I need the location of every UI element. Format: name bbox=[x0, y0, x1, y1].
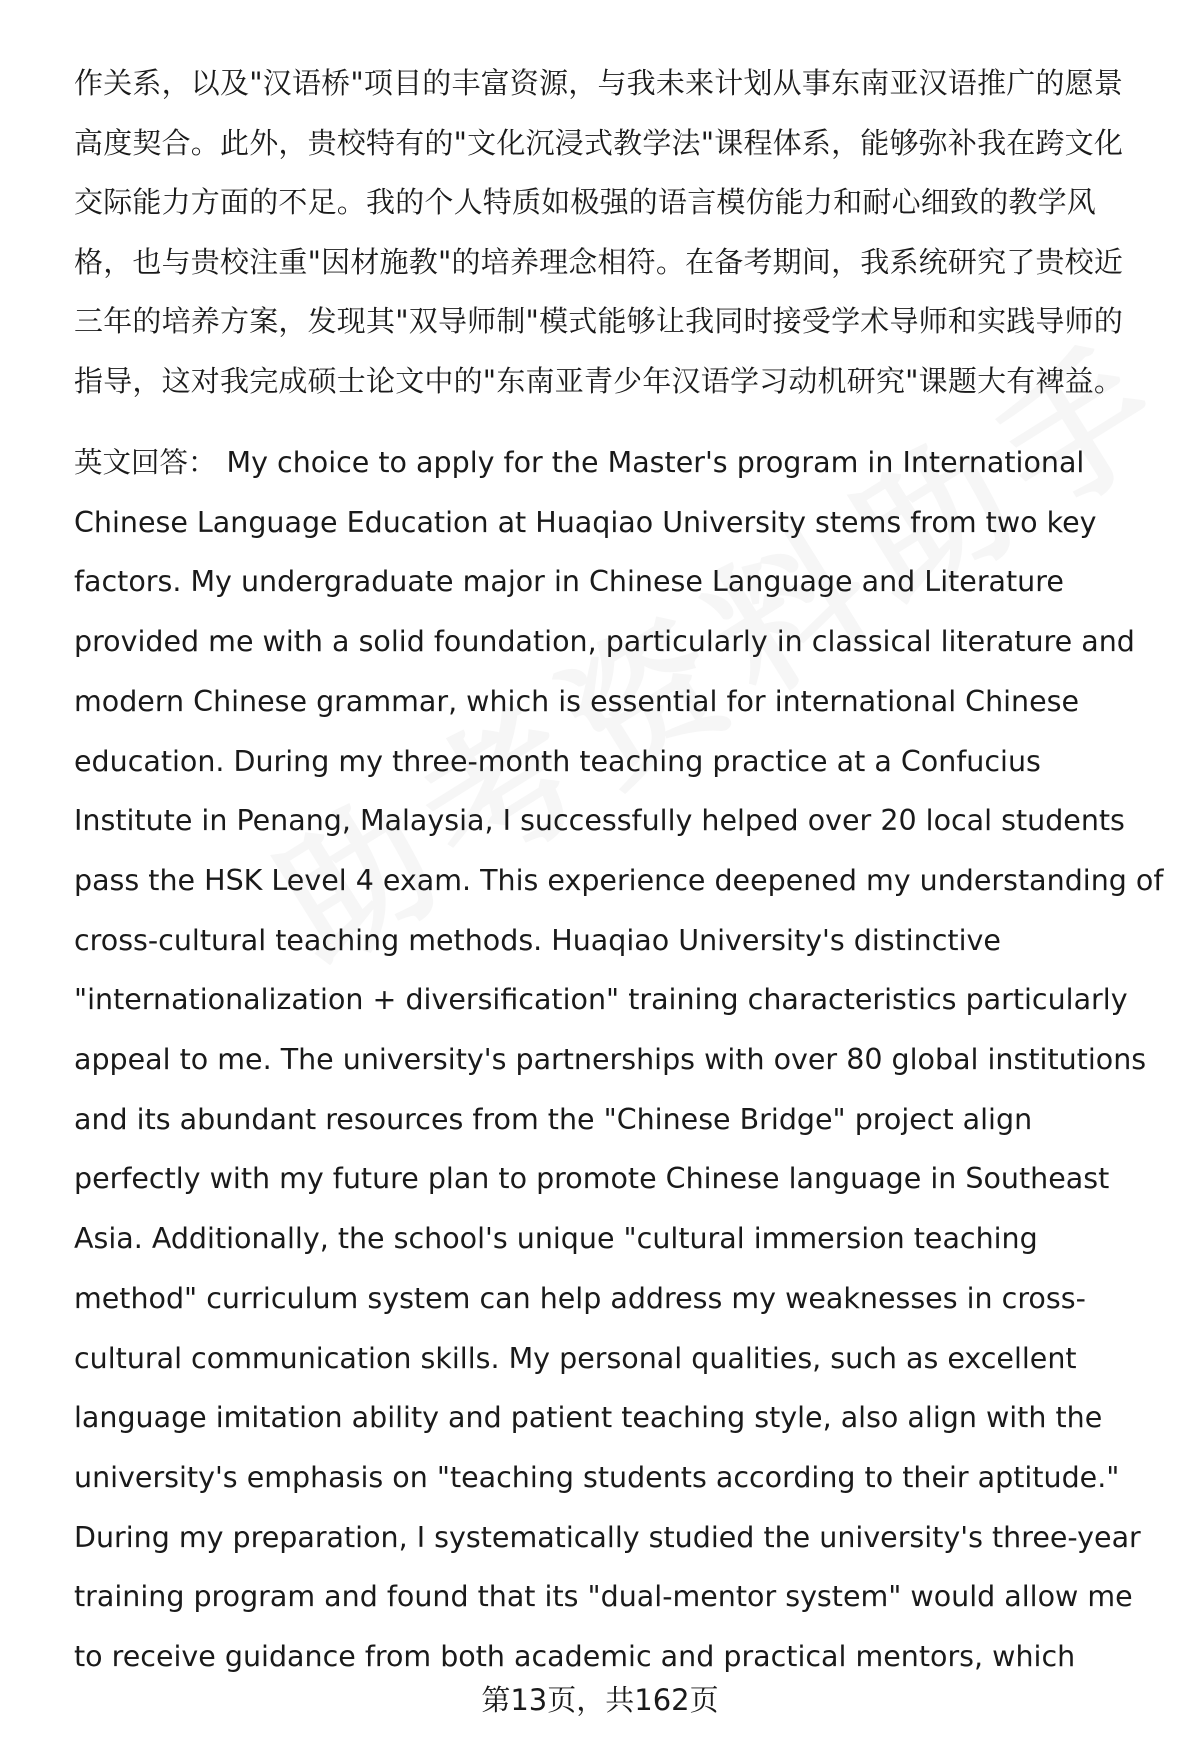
text-line: 交际能力方面的不足。我的个人特质如极强的语言模仿能力和耐心细致的教学风 bbox=[74, 185, 1097, 219]
text-line: 三年的培养方案，发现其"双导师制"模式能够让我同时接受学术导师和实践导师的 bbox=[74, 304, 1124, 338]
text-line-content: My choice to apply for the Master's program in International bbox=[226, 446, 1085, 479]
text-line: Chinese Language Education at Huaqiao University stems from two key bbox=[74, 505, 1097, 539]
page-content bbox=[74, 54, 1164, 1687]
text-line: cultural communication skills. My personal qualities, such as excellent bbox=[74, 1341, 1077, 1375]
chinese-answer-paragraph bbox=[74, 54, 1154, 411]
text-line: modern Chinese grammar, which is essential for international Chinese bbox=[74, 684, 1080, 718]
text-line: to receive guidance from both academic and practical mentors, which bbox=[74, 1640, 1076, 1674]
text-line: 格，也与贵校注重"因材施教"的培养理念相符。在备考期间，我系统研究了贵校近 bbox=[74, 244, 1124, 279]
text-line: provided me with a solid foundation, particularly in classical literature and bbox=[74, 625, 1135, 659]
text-line: and its abundant resources from the "Chinese Bridge" project align bbox=[74, 1102, 1033, 1136]
text-line: perfectly with my future plan to promote Chinese language in Southeast bbox=[74, 1162, 1110, 1196]
text-line: 高度契合。此外，贵校特有的"文化沉浸式教学法"课程体系，能够弥补我在跨文化 bbox=[74, 125, 1124, 160]
text-line bbox=[74, 433, 1154, 493]
text-line: Asia. Additionally, the school's unique "cultural immersion teaching bbox=[74, 1222, 1038, 1256]
text-line: 指导，这对我完成硕士论文中的"东南亚青少年汉语学习动机研究"课题大有裨益。 bbox=[74, 363, 1124, 398]
text-line: appeal to me. The university's partnerships with over 80 global institutions bbox=[74, 1043, 1147, 1077]
text-line: 作关系，以及"汉语桥"项目的丰富资源，与我未来计划从事东南亚汉语推广的愿景 bbox=[74, 66, 1124, 100]
text-line: training program and found that its "dual-mentor system" would allow me bbox=[74, 1580, 1133, 1614]
text-line: education. During my three-month teaching practice at a Confucius bbox=[74, 744, 1041, 778]
text-line: During my preparation, I systematically studied the university's three-year bbox=[74, 1520, 1141, 1554]
text-line: pass the HSK Level 4 exam. This experience deepened my understanding of bbox=[74, 863, 1164, 897]
text-line: cross-cultural teaching methods. Huaqiao University's distinctive bbox=[74, 923, 1001, 957]
english-answer-label: 英文回答： bbox=[74, 446, 217, 479]
text-line: "internationalization + diversification" training characteristics particularly bbox=[74, 983, 1128, 1017]
text-line: method" curriculum system can help address my weaknesses in cross- bbox=[74, 1281, 1086, 1315]
text-line: factors. My undergraduate major in Chinese Language and Literature bbox=[74, 565, 1064, 599]
page-number-footer: 第13页，共162页 bbox=[481, 1683, 719, 1717]
text-line: language imitation ability and patient teaching style, also align with the bbox=[74, 1401, 1103, 1435]
english-answer-paragraph bbox=[74, 433, 1164, 1687]
text-line: university's emphasis on "teaching students according to their aptitude." bbox=[74, 1460, 1120, 1494]
text-line: Institute in Penang, Malaysia, I successfully helped over 20 local students bbox=[74, 804, 1125, 838]
